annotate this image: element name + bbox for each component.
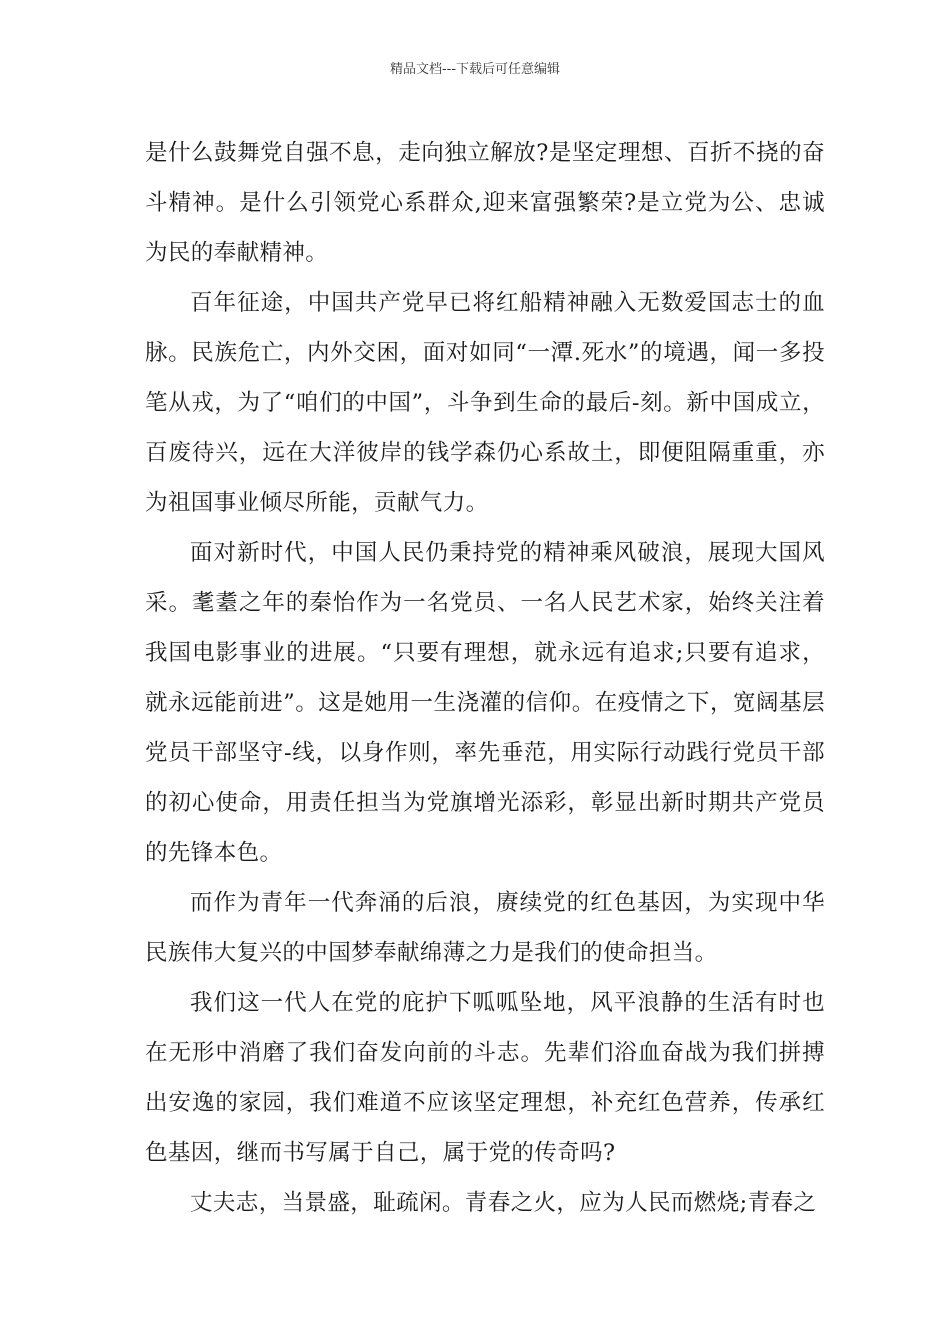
paragraph-5: 我们这一代人在党的庇护下呱呱坠地，风平浪静的生活有时也在无形中消磨了我们奋发向前的斗志。先辈们浴血奋战为我们拼搏出安逸的家园，我们难道不应该坚定理想，补充红色营养，传承红色基因，继而书写属于自己，属于党的传奇吗? [145,990,825,1166]
paragraph-6: 丈夫志，当景盛，耻疏闲。青春之火，应为人民而燃烧;青春之 [190,1190,817,1216]
paragraph-3: 面对新时代，中国人民仍秉持党的精神乘风破浪，展现大国风采。耄耋之年的秦怡作为一名党员、一名人民艺术家，始终关注着我国电影事业的进展。“只要有理想，就永远有追求;只要有追求，就永远能前进”。这是她用一生浇灌的信仰。在疫情之下，宽阔基层党员干部坚守-线，以身作则，率先垂范，用实际行动践行党员干部的初心使命，用责任担当为党旗增光添彩，彰显出新时期共产党员的先锋本色。 [145,540,825,866]
paragraph-4: 而作为青年一代奔涌的后浪，赓续党的红色基因，为实现中华民族伟大复兴的中国梦奉献绵薄之力是我们的使命担当。 [145,890,825,966]
page-header: 精品文档---下载后可任意编辑 [389,62,561,77]
paragraph-1: 是什么鼓舞党自强不息，走向独立解放?是坚定理想、百折不挠的奋斗精神。是什么引领党心系群众,迎来富强繁荣?是立党为公、忠诚为民的奉献精神。 [145,140,825,266]
document-body [145,128,825,1228]
paragraph-2: 百年征途，中国共产党早已将红船精神融入无数爱国志士的血脉。民族危亡，内外交困，面对如同“一潭.死水”的境遇，闻一多投笔从戎，为了“咱们的中国”，斗争到生命的最后-刻。新中国成立，百废待兴，远在大洋彼岸的钱学森仍心系故土，即便阻隔重重，亦为祖国事业倾尽所能，贡献气力。 [145,290,825,516]
